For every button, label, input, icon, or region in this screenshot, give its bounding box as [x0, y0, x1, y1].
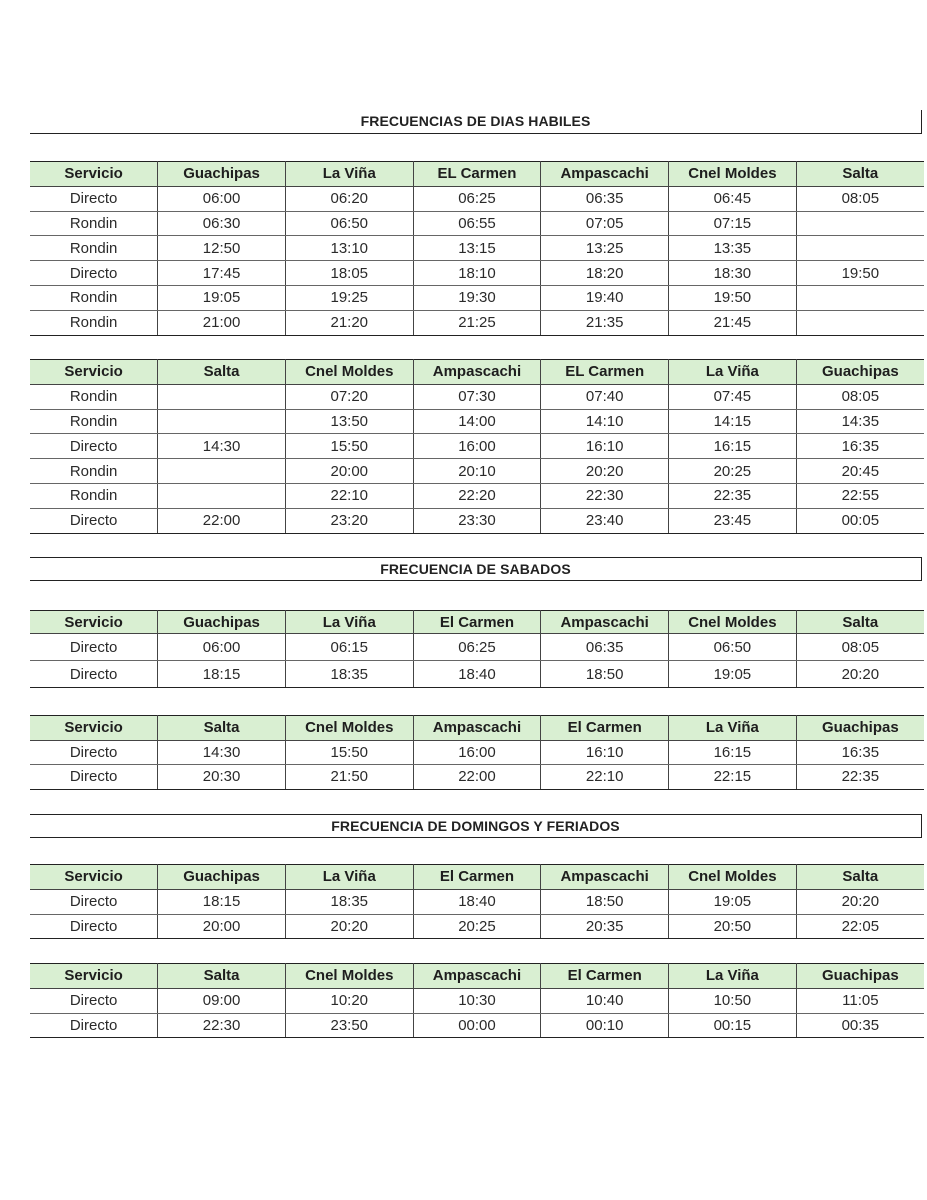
column-header: La Viña	[285, 611, 413, 634]
section-title-domingos-feriados: FRECUENCIA DE DOMINGOS Y FERIADOS	[30, 814, 922, 838]
column-header: El Carmen	[541, 964, 669, 989]
departure-time-cell: 20:00	[285, 459, 413, 484]
table-row	[30, 483, 924, 508]
departure-time-cell: 20:20	[796, 889, 924, 914]
departure-time-cell: 14:35	[796, 409, 924, 434]
departure-time-cell: 19:05	[669, 661, 797, 688]
table-row	[30, 765, 924, 790]
departure-time-cell: 09:00	[158, 988, 286, 1013]
departure-time-cell: 16:35	[796, 434, 924, 459]
departure-time-cell: 10:50	[669, 988, 797, 1013]
table-row	[30, 211, 924, 236]
table-row	[30, 384, 924, 409]
departure-time-cell: 19:05	[158, 285, 286, 310]
departure-time-cell: 06:30	[158, 211, 286, 236]
departure-time-cell: 22:00	[158, 508, 286, 533]
departure-time-cell: 19:05	[669, 889, 797, 914]
schedule-table-saturday-outbound	[30, 610, 924, 688]
departure-time-cell: 18:50	[541, 889, 669, 914]
section-title-dias-habiles: FRECUENCIAS DE DIAS HABILES	[30, 110, 922, 134]
departure-time-cell: 21:25	[413, 310, 541, 335]
column-header: Salta	[158, 716, 286, 741]
column-header: Ampascachi	[541, 162, 669, 187]
schedule-table-weekday-outbound	[30, 161, 924, 336]
departure-time-cell: 17:45	[158, 261, 286, 286]
column-header: Cnel Moldes	[669, 865, 797, 890]
departure-time-cell: 22:15	[669, 765, 797, 790]
table-row	[30, 186, 924, 211]
column-header: Servicio	[30, 716, 158, 741]
service-type-cell: Directo	[30, 765, 158, 790]
departure-time-cell: 22:00	[413, 765, 541, 790]
departure-time-cell: 10:20	[285, 988, 413, 1013]
departure-time-cell: 00:10	[541, 1013, 669, 1038]
departure-time-cell: 06:55	[413, 211, 541, 236]
departure-time-cell: 23:45	[669, 508, 797, 533]
departure-time-cell: 06:00	[158, 634, 286, 661]
column-header: Guachipas	[796, 360, 924, 385]
table-row	[30, 634, 924, 661]
departure-time-cell: 23:20	[285, 508, 413, 533]
column-header: Salta	[796, 162, 924, 187]
departure-time-cell	[796, 236, 924, 261]
departure-time-cell: 16:10	[541, 434, 669, 459]
departure-time-cell: 18:40	[413, 661, 541, 688]
column-header: Guachipas	[158, 865, 286, 890]
departure-time-cell: 22:35	[669, 483, 797, 508]
departure-time-cell: 19:40	[541, 285, 669, 310]
departure-time-cell: 22:05	[796, 914, 924, 939]
table-row	[30, 285, 924, 310]
departure-time-cell: 06:15	[285, 634, 413, 661]
table-row	[30, 261, 924, 286]
table-header-row	[30, 162, 924, 187]
departure-time-cell: 07:30	[413, 384, 541, 409]
column-header: El Carmen	[413, 865, 541, 890]
departure-time-cell: 00:05	[796, 508, 924, 533]
departure-time-cell: 07:40	[541, 384, 669, 409]
service-type-cell: Rondin	[30, 236, 158, 261]
departure-time-cell: 18:15	[158, 661, 286, 688]
departure-time-cell: 11:05	[796, 988, 924, 1013]
departure-time-cell: 06:20	[285, 186, 413, 211]
departure-time-cell: 22:55	[796, 483, 924, 508]
service-type-cell: Rondin	[30, 384, 158, 409]
departure-time-cell: 07:05	[541, 211, 669, 236]
departure-time-cell	[796, 211, 924, 236]
table-row	[30, 661, 924, 688]
column-header: El Carmen	[413, 611, 541, 634]
departure-time-cell: 22:10	[541, 765, 669, 790]
service-type-cell: Directo	[30, 434, 158, 459]
departure-time-cell: 12:50	[158, 236, 286, 261]
departure-time-cell: 16:10	[541, 740, 669, 765]
column-header: Ampascachi	[413, 360, 541, 385]
service-type-cell: Directo	[30, 889, 158, 914]
column-header: EL Carmen	[413, 162, 541, 187]
table-row	[30, 236, 924, 261]
service-type-cell: Directo	[30, 988, 158, 1013]
departure-time-cell: 00:15	[669, 1013, 797, 1038]
column-header: Servicio	[30, 964, 158, 989]
service-type-cell: Directo	[30, 914, 158, 939]
departure-time-cell: 20:45	[796, 459, 924, 484]
service-type-cell: Directo	[30, 261, 158, 286]
service-type-cell: Directo	[30, 634, 158, 661]
departure-time-cell: 20:20	[285, 914, 413, 939]
table-row	[30, 889, 924, 914]
table-header-row	[30, 360, 924, 385]
departure-time-cell: 06:50	[669, 634, 797, 661]
service-type-cell: Rondin	[30, 211, 158, 236]
departure-time-cell: 14:00	[413, 409, 541, 434]
departure-time-cell	[158, 459, 286, 484]
departure-time-cell: 08:05	[796, 634, 924, 661]
schedule-table-sunday-outbound	[30, 864, 924, 939]
departure-time-cell: 14:30	[158, 740, 286, 765]
departure-time-cell: 16:15	[669, 740, 797, 765]
column-header: Guachipas	[796, 964, 924, 989]
departure-time-cell: 14:15	[669, 409, 797, 434]
column-header: Cnel Moldes	[669, 162, 797, 187]
departure-time-cell: 10:30	[413, 988, 541, 1013]
departure-time-cell: 23:30	[413, 508, 541, 533]
departure-time-cell: 13:15	[413, 236, 541, 261]
departure-time-cell: 16:15	[669, 434, 797, 459]
service-type-cell: Rondin	[30, 459, 158, 484]
table-row	[30, 988, 924, 1013]
departure-time-cell	[796, 285, 924, 310]
column-header: Cnel Moldes	[669, 611, 797, 634]
column-header: Salta	[796, 865, 924, 890]
departure-time-cell: 23:40	[541, 508, 669, 533]
departure-time-cell: 06:35	[541, 186, 669, 211]
departure-time-cell: 21:00	[158, 310, 286, 335]
table-row	[30, 409, 924, 434]
column-header: Salta	[796, 611, 924, 634]
departure-time-cell: 19:30	[413, 285, 541, 310]
table-row	[30, 914, 924, 939]
column-header: Cnel Moldes	[285, 716, 413, 741]
departure-time-cell: 08:05	[796, 186, 924, 211]
departure-time-cell: 06:25	[413, 186, 541, 211]
departure-time-cell	[158, 483, 286, 508]
departure-time-cell: 16:00	[413, 434, 541, 459]
departure-time-cell: 10:40	[541, 988, 669, 1013]
departure-time-cell: 21:45	[669, 310, 797, 335]
service-type-cell: Rondin	[30, 285, 158, 310]
departure-time-cell: 00:00	[413, 1013, 541, 1038]
departure-time-cell: 18:40	[413, 889, 541, 914]
departure-time-cell: 07:20	[285, 384, 413, 409]
table-row	[30, 310, 924, 335]
departure-time-cell: 22:30	[541, 483, 669, 508]
departure-time-cell: 06:50	[285, 211, 413, 236]
table-header-row	[30, 716, 924, 741]
departure-time-cell: 18:50	[541, 661, 669, 688]
departure-time-cell: 20:00	[158, 914, 286, 939]
departure-time-cell: 00:35	[796, 1013, 924, 1038]
departure-time-cell: 20:10	[413, 459, 541, 484]
table-row	[30, 459, 924, 484]
departure-time-cell: 07:15	[669, 211, 797, 236]
schedule-table-weekday-return	[30, 359, 924, 534]
departure-time-cell	[796, 310, 924, 335]
departure-time-cell: 20:50	[669, 914, 797, 939]
column-header: Ampascachi	[413, 716, 541, 741]
departure-time-cell: 08:05	[796, 384, 924, 409]
schedule-table-saturday-return	[30, 715, 924, 790]
departure-time-cell: 06:25	[413, 634, 541, 661]
departure-time-cell: 21:50	[285, 765, 413, 790]
column-header: La Viña	[669, 360, 797, 385]
column-header: Servicio	[30, 611, 158, 634]
departure-time-cell	[158, 384, 286, 409]
departure-time-cell: 13:10	[285, 236, 413, 261]
departure-time-cell: 20:20	[541, 459, 669, 484]
column-header: Cnel Moldes	[285, 964, 413, 989]
departure-time-cell: 18:10	[413, 261, 541, 286]
service-type-cell: Directo	[30, 508, 158, 533]
table-header-row	[30, 865, 924, 890]
departure-time-cell: 20:35	[541, 914, 669, 939]
service-type-cell: Directo	[30, 1013, 158, 1038]
departure-time-cell: 13:25	[541, 236, 669, 261]
departure-time-cell: 20:30	[158, 765, 286, 790]
service-type-cell: Directo	[30, 740, 158, 765]
column-header: Servicio	[30, 360, 158, 385]
service-type-cell: Directo	[30, 661, 158, 688]
service-type-cell: Rondin	[30, 483, 158, 508]
column-header: Ampascachi	[541, 865, 669, 890]
departure-time-cell: 23:50	[285, 1013, 413, 1038]
departure-time-cell: 15:50	[285, 740, 413, 765]
departure-time-cell: 18:30	[669, 261, 797, 286]
departure-time-cell: 18:35	[285, 661, 413, 688]
column-header: La Viña	[669, 716, 797, 741]
departure-time-cell: 15:50	[285, 434, 413, 459]
table-row	[30, 740, 924, 765]
column-header: Guachipas	[158, 611, 286, 634]
departure-time-cell: 06:45	[669, 186, 797, 211]
departure-time-cell: 19:50	[796, 261, 924, 286]
departure-time-cell: 06:35	[541, 634, 669, 661]
table-row	[30, 434, 924, 459]
departure-time-cell: 20:25	[669, 459, 797, 484]
departure-time-cell: 07:45	[669, 384, 797, 409]
schedule-table-sunday-return	[30, 963, 924, 1038]
departure-time-cell: 18:05	[285, 261, 413, 286]
column-header: El Carmen	[541, 716, 669, 741]
departure-time-cell: 20:20	[796, 661, 924, 688]
departure-time-cell: 18:35	[285, 889, 413, 914]
column-header: Salta	[158, 964, 286, 989]
section-title-sabados: FRECUENCIA DE SABADOS	[30, 557, 922, 581]
table-row	[30, 508, 924, 533]
column-header: Servicio	[30, 162, 158, 187]
departure-time-cell: 18:15	[158, 889, 286, 914]
column-header: Guachipas	[158, 162, 286, 187]
column-header: La Viña	[285, 162, 413, 187]
column-header: Guachipas	[796, 716, 924, 741]
departure-time-cell: 22:35	[796, 765, 924, 790]
departure-time-cell: 14:10	[541, 409, 669, 434]
departure-time-cell: 13:50	[285, 409, 413, 434]
departure-time-cell: 19:25	[285, 285, 413, 310]
table-header-row	[30, 611, 924, 634]
table-row	[30, 1013, 924, 1038]
column-header: Ampascachi	[541, 611, 669, 634]
departure-time-cell: 22:20	[413, 483, 541, 508]
departure-time-cell: 13:35	[669, 236, 797, 261]
column-header: Salta	[158, 360, 286, 385]
departure-time-cell	[158, 409, 286, 434]
column-header: La Viña	[285, 865, 413, 890]
column-header: EL Carmen	[541, 360, 669, 385]
departure-time-cell: 16:00	[413, 740, 541, 765]
service-type-cell: Rondin	[30, 409, 158, 434]
service-type-cell: Rondin	[30, 310, 158, 335]
departure-time-cell: 14:30	[158, 434, 286, 459]
departure-time-cell: 06:00	[158, 186, 286, 211]
column-header: La Viña	[669, 964, 797, 989]
departure-time-cell: 16:35	[796, 740, 924, 765]
departure-time-cell: 19:50	[669, 285, 797, 310]
service-type-cell: Directo	[30, 186, 158, 211]
column-header: Ampascachi	[413, 964, 541, 989]
departure-time-cell: 22:10	[285, 483, 413, 508]
departure-time-cell: 18:20	[541, 261, 669, 286]
departure-time-cell: 20:25	[413, 914, 541, 939]
table-header-row	[30, 964, 924, 989]
departure-time-cell: 22:30	[158, 1013, 286, 1038]
departure-time-cell: 21:20	[285, 310, 413, 335]
column-header: Servicio	[30, 865, 158, 890]
column-header: Cnel Moldes	[285, 360, 413, 385]
departure-time-cell: 21:35	[541, 310, 669, 335]
